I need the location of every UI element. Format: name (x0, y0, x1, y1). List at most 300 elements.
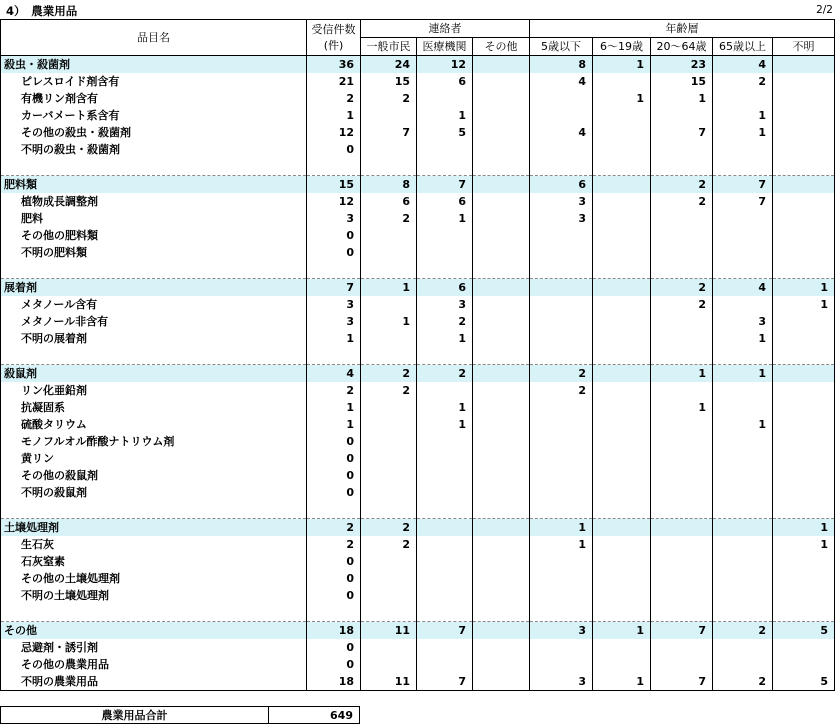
age-cell (651, 484, 713, 501)
contact-cell (417, 227, 473, 244)
age-cell (593, 639, 651, 656)
contact-cell: 2 (361, 536, 417, 553)
table-row (1, 124, 835, 141)
age-cell: 3 (530, 210, 593, 227)
age-cell (713, 227, 773, 244)
table-row (1, 107, 835, 124)
age-cell: 6 (530, 176, 593, 194)
table-row (1, 382, 835, 399)
table-row (1, 227, 835, 244)
contact-cell (417, 519, 473, 537)
contact-cell (473, 158, 530, 176)
age-cell (651, 313, 713, 330)
count-cell (307, 158, 361, 176)
age-cell (593, 656, 651, 673)
age-cell: 23 (651, 56, 713, 74)
age-cell (593, 519, 651, 537)
count-header: 受信件数 (件) (307, 20, 361, 56)
item-name-cell: 石灰窒素 (1, 553, 307, 570)
contact-cell (361, 416, 417, 433)
total-table (0, 706, 360, 724)
count-cell: 4 (307, 365, 361, 383)
contact-cell (473, 622, 530, 640)
contact-cell: 1 (417, 107, 473, 124)
item-name-cell: 抗凝固系 (1, 399, 307, 416)
count-cell: 0 (307, 227, 361, 244)
count-cell: 21 (307, 73, 361, 90)
age-cell (773, 227, 835, 244)
age-cell (530, 587, 593, 604)
age-cell: 1 (713, 330, 773, 347)
contact-cell: 2 (361, 365, 417, 383)
count-cell: 0 (307, 141, 361, 158)
age-col-header: 6～19歳 (593, 38, 651, 56)
age-cell (713, 536, 773, 553)
age-cell (593, 604, 651, 622)
age-cell: 7 (651, 673, 713, 691)
item-name-cell: 生石灰 (1, 536, 307, 553)
count-cell: 3 (307, 296, 361, 313)
age-cell (713, 639, 773, 656)
item-name-cell (1, 158, 307, 176)
contact-cell (473, 313, 530, 330)
age-cell (651, 553, 713, 570)
contact-col-header: その他 (473, 38, 530, 56)
age-group-header: 年齢層 (530, 20, 835, 38)
table-row (1, 73, 835, 90)
age-cell (773, 399, 835, 416)
contact-cell: 6 (417, 279, 473, 297)
age-cell (773, 365, 835, 383)
age-cell (593, 124, 651, 141)
age-cell (713, 501, 773, 519)
age-cell (651, 570, 713, 587)
age-cell (773, 244, 835, 261)
age-cell (593, 365, 651, 383)
age-cell (593, 587, 651, 604)
category-row (1, 622, 835, 640)
item-name-cell (1, 261, 307, 279)
age-cell (773, 107, 835, 124)
contact-col-header: 医療機関 (417, 38, 473, 56)
table-row (1, 639, 835, 656)
contact-cell (473, 330, 530, 347)
age-cell (651, 656, 713, 673)
age-cell (651, 501, 713, 519)
age-cell (713, 382, 773, 399)
contact-cell: 1 (417, 330, 473, 347)
count-cell: 0 (307, 656, 361, 673)
age-cell: 7 (713, 193, 773, 210)
age-cell (713, 296, 773, 313)
age-cell (713, 433, 773, 450)
age-cell (773, 261, 835, 279)
contact-cell: 2 (361, 90, 417, 107)
contact-cell: 1 (417, 210, 473, 227)
age-cell (773, 484, 835, 501)
table-row (1, 141, 835, 158)
contact-cell (473, 570, 530, 587)
contact-cell (473, 176, 530, 194)
age-cell (530, 501, 593, 519)
age-cell (530, 433, 593, 450)
age-cell: 3 (530, 193, 593, 210)
spacer-row (1, 501, 835, 519)
count-cell: 0 (307, 587, 361, 604)
contact-cell (473, 261, 530, 279)
age-cell (773, 604, 835, 622)
age-cell (530, 639, 593, 656)
count-cell: 0 (307, 553, 361, 570)
age-cell: 2 (713, 622, 773, 640)
age-cell: 1 (651, 365, 713, 383)
age-cell (651, 639, 713, 656)
age-cell (530, 467, 593, 484)
total-label: 農業用品合計 (1, 707, 269, 724)
item-name-cell: 忌避剤・誘引剤 (1, 639, 307, 656)
table-row (1, 296, 835, 313)
age-cell (713, 587, 773, 604)
section-header (0, 0, 837, 19)
contact-cell (473, 193, 530, 210)
age-cell (773, 193, 835, 210)
age-cell: 1 (713, 365, 773, 383)
age-cell (530, 484, 593, 501)
age-cell: 1 (773, 536, 835, 553)
age-cell: 1 (593, 90, 651, 107)
age-cell (773, 313, 835, 330)
age-cell: 1 (773, 279, 835, 297)
count-cell (307, 501, 361, 519)
age-cell (651, 158, 713, 176)
item-name-cell: メタノール非含有 (1, 313, 307, 330)
age-cell (773, 450, 835, 467)
item-name-cell: 不明の殺鼠剤 (1, 484, 307, 501)
contact-cell (417, 656, 473, 673)
age-cell (773, 587, 835, 604)
contact-cell (417, 553, 473, 570)
contact-cell (473, 553, 530, 570)
age-cell: 1 (593, 622, 651, 640)
contact-cell (473, 107, 530, 124)
age-cell (530, 347, 593, 365)
age-cell (773, 56, 835, 74)
contact-cell (473, 73, 530, 90)
item-name-cell: その他の肥料類 (1, 227, 307, 244)
count-cell: 0 (307, 570, 361, 587)
age-cell (593, 107, 651, 124)
contact-cell: 8 (361, 176, 417, 194)
age-cell (530, 313, 593, 330)
contact-cell: 7 (417, 176, 473, 194)
age-cell (773, 330, 835, 347)
age-col-header: 不明 (773, 38, 835, 56)
contact-cell (361, 587, 417, 604)
age-cell: 1 (651, 90, 713, 107)
contact-cell: 1 (361, 279, 417, 297)
contact-col-header: 一般市民 (361, 38, 417, 56)
contact-cell: 2 (361, 210, 417, 227)
age-cell (593, 433, 651, 450)
age-cell (593, 279, 651, 297)
count-cell: 7 (307, 279, 361, 297)
age-cell (773, 90, 835, 107)
contact-cell (361, 450, 417, 467)
contact-cell (361, 501, 417, 519)
contact-cell (361, 347, 417, 365)
item-name-cell: 不明の展着剤 (1, 330, 307, 347)
age-cell (593, 330, 651, 347)
age-cell (530, 656, 593, 673)
age-cell: 2 (651, 193, 713, 210)
contact-cell (473, 604, 530, 622)
contact-cell (417, 570, 473, 587)
count-cell: 1 (307, 330, 361, 347)
age-cell: 7 (651, 124, 713, 141)
age-cell (593, 227, 651, 244)
age-cell: 4 (530, 124, 593, 141)
age-col-header: 5歳以下 (530, 38, 593, 56)
age-cell (651, 519, 713, 537)
age-cell (593, 553, 651, 570)
count-cell: 18 (307, 673, 361, 691)
item-name-cell: 不明の土壌処理剤 (1, 587, 307, 604)
age-cell: 1 (530, 536, 593, 553)
contact-cell (473, 433, 530, 450)
age-cell (593, 347, 651, 365)
table-row (1, 416, 835, 433)
contact-cell (473, 639, 530, 656)
age-cell: 2 (530, 365, 593, 383)
contact-cell (361, 296, 417, 313)
age-cell (773, 73, 835, 90)
count-cell: 2 (307, 382, 361, 399)
age-cell (593, 193, 651, 210)
contact-cell: 1 (417, 416, 473, 433)
age-cell (713, 656, 773, 673)
page-indicator: 2/2 (816, 4, 833, 16)
age-cell (593, 484, 651, 501)
contact-cell (473, 519, 530, 537)
count-cell: 1 (307, 399, 361, 416)
contact-cell: 11 (361, 622, 417, 640)
table-row (1, 193, 835, 210)
age-cell (713, 570, 773, 587)
item-name-cell: 黄リン (1, 450, 307, 467)
contact-cell: 12 (417, 56, 473, 74)
item-name-cell: リン化亜鉛剤 (1, 382, 307, 399)
count-cell: 12 (307, 124, 361, 141)
contact-cell (473, 656, 530, 673)
count-cell (307, 347, 361, 365)
contact-cell (473, 279, 530, 297)
age-cell (530, 107, 593, 124)
contact-cell: 5 (417, 124, 473, 141)
item-name-cell (1, 347, 307, 365)
item-name-cell: 肥料類 (1, 176, 307, 194)
age-cell (593, 176, 651, 194)
age-cell (713, 399, 773, 416)
contact-cell (473, 141, 530, 158)
category-row (1, 56, 835, 74)
age-cell (773, 501, 835, 519)
age-cell: 4 (713, 56, 773, 74)
contact-cell (473, 124, 530, 141)
contact-cell (417, 347, 473, 365)
age-cell: 2 (713, 73, 773, 90)
contact-cell (417, 382, 473, 399)
age-cell (713, 450, 773, 467)
table-row (1, 433, 835, 450)
contact-cell (417, 158, 473, 176)
table-row (1, 587, 835, 604)
table-body (1, 56, 835, 691)
count-cell: 0 (307, 639, 361, 656)
age-cell (530, 158, 593, 176)
age-cell (593, 73, 651, 90)
contact-cell: 24 (361, 56, 417, 74)
contact-cell: 2 (417, 313, 473, 330)
age-cell (773, 158, 835, 176)
age-cell (773, 141, 835, 158)
contact-cell (361, 656, 417, 673)
age-cell: 2 (651, 296, 713, 313)
item-name-cell: その他の土壌処理剤 (1, 570, 307, 587)
age-cell: 5 (773, 622, 835, 640)
age-cell (651, 467, 713, 484)
age-cell (530, 450, 593, 467)
age-cell (713, 261, 773, 279)
total-row (1, 707, 360, 724)
age-col-header: 65歳以上 (713, 38, 773, 56)
count-cell: 2 (307, 90, 361, 107)
contact-cell (361, 107, 417, 124)
age-cell (530, 141, 593, 158)
contact-cell: 2 (417, 365, 473, 383)
age-cell (530, 90, 593, 107)
age-cell: 7 (713, 176, 773, 194)
age-cell (530, 227, 593, 244)
table-row (1, 330, 835, 347)
contact-cell: 7 (417, 673, 473, 691)
age-cell (651, 210, 713, 227)
item-name-cell: その他の農業用品 (1, 656, 307, 673)
item-name-cell: ピレスロイド剤含有 (1, 73, 307, 90)
contact-cell (473, 587, 530, 604)
contact-cell (473, 673, 530, 691)
age-cell (593, 399, 651, 416)
count-cell: 0 (307, 467, 361, 484)
contact-cell: 2 (361, 519, 417, 537)
age-cell (530, 296, 593, 313)
contact-cell (361, 433, 417, 450)
contact-cell (361, 399, 417, 416)
contact-cell (473, 536, 530, 553)
age-cell (530, 279, 593, 297)
age-cell (713, 604, 773, 622)
contact-cell: 3 (417, 296, 473, 313)
age-cell (713, 467, 773, 484)
contact-cell (361, 227, 417, 244)
table-row (1, 313, 835, 330)
contact-cell (417, 536, 473, 553)
contact-cell (417, 467, 473, 484)
age-cell (651, 450, 713, 467)
age-cell (713, 90, 773, 107)
age-cell (773, 656, 835, 673)
table-row (1, 484, 835, 501)
contact-cell: 15 (361, 73, 417, 90)
age-cell (593, 467, 651, 484)
spacer-row (1, 347, 835, 365)
age-cell (530, 604, 593, 622)
category-row (1, 279, 835, 297)
contact-cell (361, 141, 417, 158)
age-cell (651, 604, 713, 622)
contact-cell (473, 450, 530, 467)
age-cell (651, 536, 713, 553)
contact-cell (473, 501, 530, 519)
category-row (1, 519, 835, 537)
contact-cell (417, 484, 473, 501)
contact-cell (473, 244, 530, 261)
age-cell (593, 536, 651, 553)
age-cell (593, 296, 651, 313)
contact-cell: 1 (417, 399, 473, 416)
contact-cell (417, 244, 473, 261)
total-value: 649 (269, 707, 360, 724)
age-cell: 1 (530, 519, 593, 537)
age-cell (713, 244, 773, 261)
item-name-cell (1, 604, 307, 622)
age-cell: 2 (651, 176, 713, 194)
count-cell: 3 (307, 313, 361, 330)
item-name-cell: 展着剤 (1, 279, 307, 297)
item-name-cell: 不明の農業用品 (1, 673, 307, 691)
age-cell (713, 141, 773, 158)
item-name-cell (1, 501, 307, 519)
table-row (1, 90, 835, 107)
age-cell: 15 (651, 73, 713, 90)
age-cell (530, 570, 593, 587)
age-cell (593, 261, 651, 279)
age-cell (773, 416, 835, 433)
contact-cell (473, 416, 530, 433)
age-cell (651, 330, 713, 347)
contact-cell (473, 484, 530, 501)
table-row (1, 450, 835, 467)
age-cell (530, 399, 593, 416)
age-cell (651, 433, 713, 450)
table-row (1, 399, 835, 416)
age-cell: 3 (530, 673, 593, 691)
contact-cell (417, 450, 473, 467)
category-row (1, 176, 835, 194)
item-name-cell: その他の殺鼠剤 (1, 467, 307, 484)
contact-group-header: 連絡者 (361, 20, 530, 38)
count-cell (307, 261, 361, 279)
age-cell (773, 347, 835, 365)
age-cell (651, 416, 713, 433)
contact-cell (361, 467, 417, 484)
contact-cell (473, 467, 530, 484)
age-cell (593, 210, 651, 227)
age-cell (773, 467, 835, 484)
age-cell (593, 570, 651, 587)
age-cell (593, 416, 651, 433)
item-name-cell: カーバメート系含有 (1, 107, 307, 124)
item-name-cell: 硫酸タリウム (1, 416, 307, 433)
